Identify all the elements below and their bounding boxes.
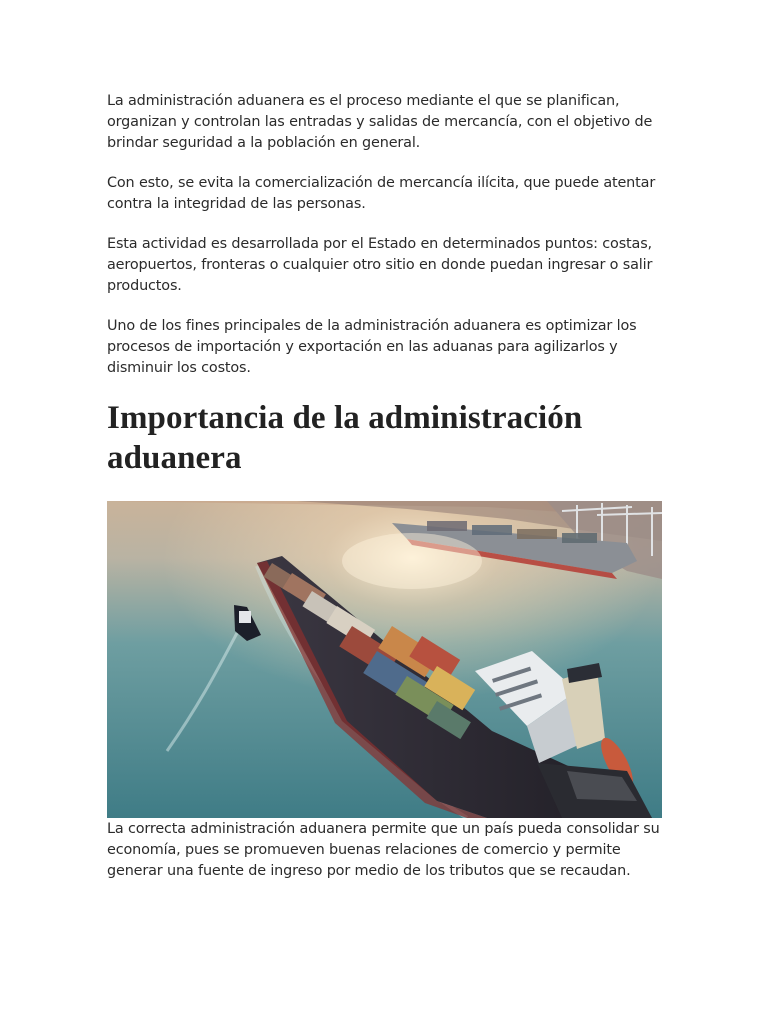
paragraph-definition: La administración aduanera es el proceso mediante el que se planifican, organizan y controlan las entradas y salidas de mercancía, con el objetivo de brindar seguridad a la población en general.	[107, 93, 653, 151]
document-page	[107, 91, 662, 901]
paragraph-importance: La correcta administración aduanera permite que un país pueda consolidar su economía, pues se promueven buenas relaciones de comercio y permite generar una fuente de ingreso por medio de los tributos que se recaudan.	[107, 821, 660, 879]
paragraph-control-points: Esta actividad es desarrollada por el Estado en determinados puntos: costas, aeropuertos, fronteras o cualquier otro sitio en donde puedan ingresar o salir productos.	[107, 236, 653, 294]
paragraph-optimization: Uno de los fines principales de la administración aduanera es optimizar los procesos de importación y exportación en las aduanas para agilizarlos y disminuir los costos.	[107, 318, 637, 376]
section-heading: Importancia de la administración aduanera	[107, 400, 583, 476]
paragraph-illicit-goods: Con esto, se evita la comercialización de mercancía ilícita, que puede atentar contra la integridad de las personas.	[107, 175, 656, 212]
cargo-ship-photo	[107, 501, 662, 818]
